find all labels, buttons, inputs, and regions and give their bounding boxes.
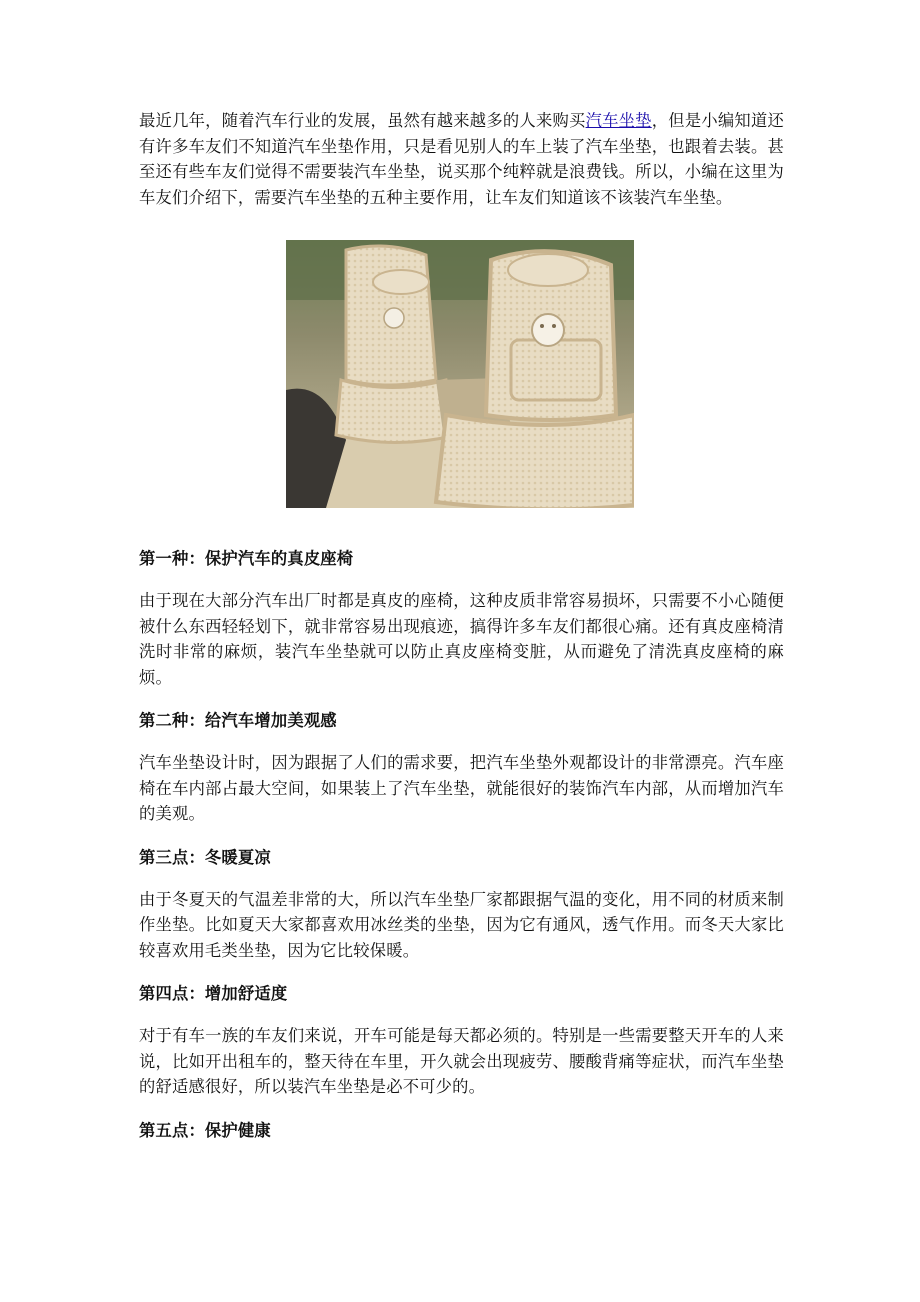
intro-text-after: ，但是小编知道还有许多车友们不知道汽车坐垫作用，只是看见别人的车上装了汽车坐垫，也跟着去装。甚至还有些车友们觉得不需要装汽车坐垫，说买那个纯粹就是浪费钱。所以，小编在这里为车友们介绍下，需要汽车坐垫的五种主要作用，让车友们知道该不该装汽车坐垫。: [139, 111, 784, 207]
section-1-body: 由于现在大部分汽车出厂时都是真皮的座椅，这种皮质非常容易损坏，只需要不小心随便被什么东西轻轻划下，就非常容易出现痕迹，搞得许多车友们都很心痛。还有真皮座椅清洗时非常的麻烦，装汽车坐垫就可以防止真皮座椅变脏，从而避免了清洗真皮座椅的麻烦。: [139, 591, 784, 687]
section-2-heading: 第二种：给汽车增加美观感: [139, 711, 337, 730]
section-2-body: 汽车坐垫设计时，因为跟据了人们的需求要，把汽车坐垫外观都设计的非常漂亮。汽车座椅在车内部占最大空间，如果装上了汽车坐垫，就能很好的装饰汽车内部，从而增加汽车的美观。: [139, 753, 784, 823]
section-4-body: 对于有车一族的车友们来说，开车可能是每天都必须的。特别是一些需要整天开车的人来说，比如开出租车的，整天待在车里，开久就会出现疲劳、腰酸背痛等症状，而汽车坐垫的舒适感很好，所以装汽车坐垫是必不可少的。: [139, 1026, 784, 1096]
document-page: [139, 108, 784, 1143]
section-5-heading: 第五点：保护健康: [139, 1120, 271, 1140]
car-seat-cushion-illustration: [286, 240, 634, 508]
intro-paragraph: [139, 108, 784, 210]
section-4-heading: 第四点：增加舒适度: [139, 984, 288, 1003]
section-3-heading: 第三点：冬暖夏凉: [139, 847, 271, 867]
car-seat-cushion-link[interactable]: 汽车坐垫: [585, 111, 652, 130]
section-1-heading: 第一种：保护汽车的真皮座椅: [139, 549, 354, 568]
intro-text-before: 最近几年，随着汽车行业的发展，虽然有越来越多的人来购买: [139, 111, 586, 130]
car-seat-photo: [286, 240, 634, 508]
section-3-body: 由于冬夏天的气温差非常的大，所以汽车坐垫厂家都跟据气温的变化，用不同的材质来制作坐垫。比如夏天大家都喜欢用冰丝类的坐垫，因为它有通风，透气作用。而冬天大家比较喜欢用毛类坐垫，因为它比较保暖。: [139, 889, 784, 960]
